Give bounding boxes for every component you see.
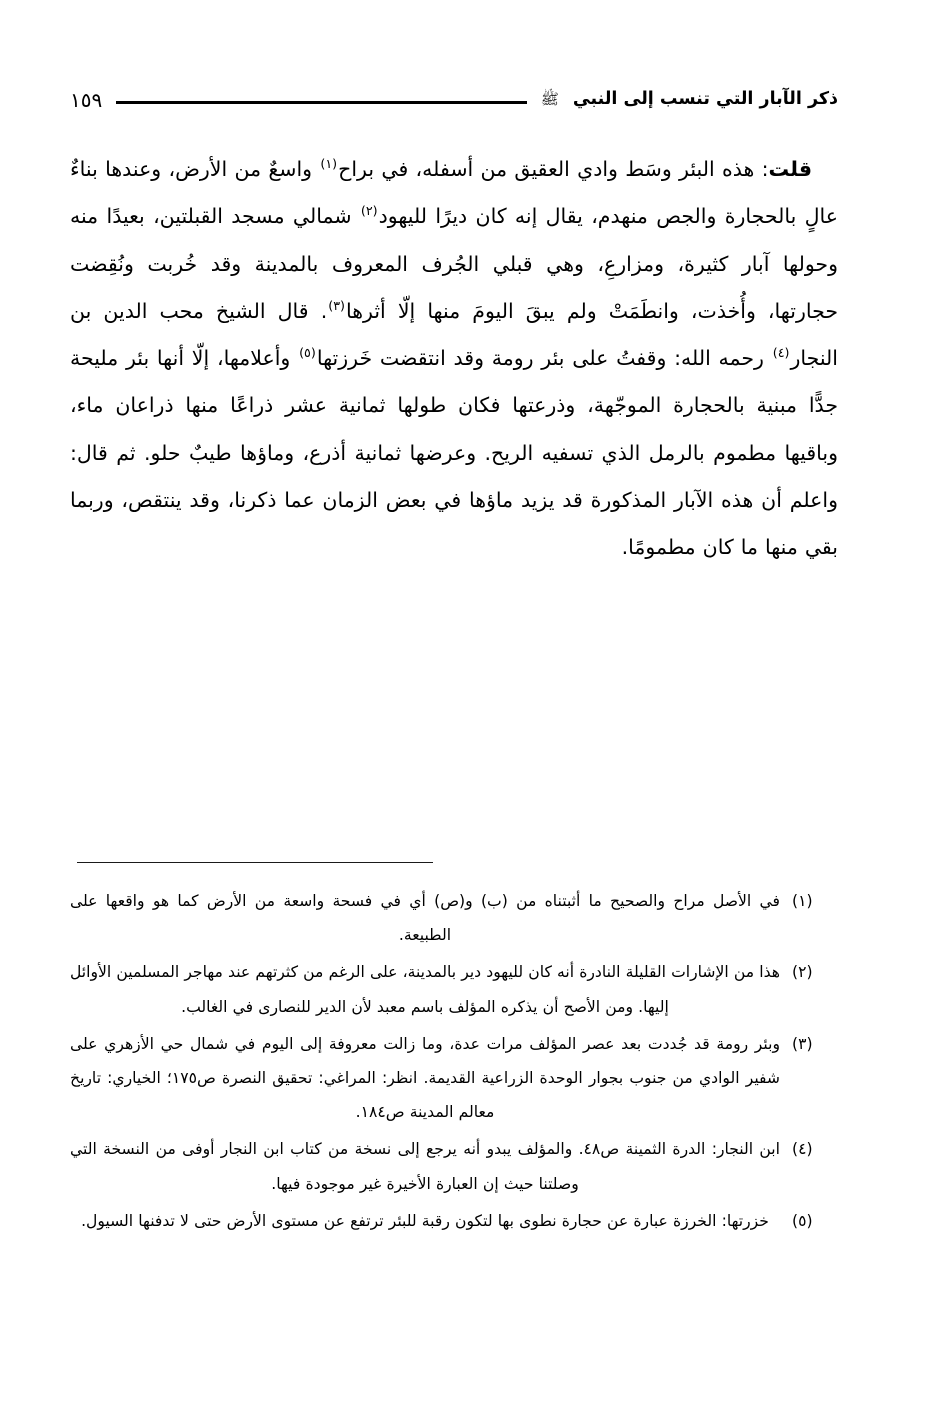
footnote-marker: (٣) (792, 1034, 813, 1053)
body-segment-4: . قال الشيخ محب الدين بن النجار (70, 298, 838, 371)
body-segment-3: شمالي مسجد القبلتين، بعيدًا منه وحولها آبار كثيرة، ومزارعِ، وهي قبلي الجُرف المعروف بالمدينة وقد خُربت ونُقِضت حجارتها، وأُخذت، وانطَمَتْ ولم يبقَ اليومَ منها إلّا أثرها (70, 204, 838, 323)
footnote-marker: (٥) (792, 1211, 813, 1230)
body-segment-5: رحمه الله: وقفتُ على بئر رومة وقد انتقضت خَرزتها (316, 346, 772, 371)
main-text-block (70, 146, 838, 572)
footnote-item (70, 1027, 838, 1130)
running-header (70, 78, 838, 122)
footnote-item (70, 955, 838, 1023)
footnote-separator (77, 862, 433, 863)
footnote-ref-2[interactable]: (٢) (360, 203, 378, 219)
body-paragraph (70, 146, 838, 572)
footnote-text: في الأصل مراح والصحيح ما أثبتناه من (ب) و(ص) أي في فسحة واسعة من الأرض كما هو واقعها على الطبيعة. (70, 892, 780, 945)
footnote-ref-4[interactable]: (٤) (772, 345, 790, 361)
footnote-marker: (٤) (792, 1140, 813, 1159)
footnote-ref-3[interactable]: (٣) (328, 298, 345, 314)
footnote-text: خزرتها: الخرزة عبارة عن حجارة نطوى بها لتكون رقبة للبئر ترتفع عن مستوى الأرض حتى لا تدفنها السيول. (81, 1211, 769, 1230)
body-segment-1: : هذه البئر وسَط وادي العقيق من أسفله، في براح (338, 157, 769, 181)
page-number: ١٥٩ (70, 88, 103, 112)
footnote-item (70, 1132, 838, 1200)
lead-word: قلت (768, 157, 812, 181)
footnote-text: ابن النجار: الدرة الثمينة ص٤٨. والمؤلف يبدو أنه يرجع إلى نسخة من كتاب ابن النجار أوفى من النسخة التي وصلتنا حيث إن العبارة الأخيرة غير موجودة فيها. (70, 1140, 780, 1193)
salawat-icon: ﷺ (540, 90, 559, 108)
running-header-title: ذكر الآبار التي تنسب إلى النبي (572, 89, 838, 110)
body-segment-2: واسعٌ من الأرض، وعندها بناءٌ عالٍ بالحجارة والجص منهدم، يقال إنه كان ديرًا لليهود (70, 157, 839, 229)
footnotes-block (70, 884, 838, 1241)
footnote-ref-1[interactable]: (١) (320, 156, 338, 172)
footnote-text: وبئر رومة قد جُددت بعد عصر المؤلف مرات عدة، وما زالت معروفة إلى اليوم في شمال حي الأزهري على شفير الوادي من جنوب بجوار الوحدة الزراعية القديمة. انظر: المراغي: تحقيق النصرة ص١٧٥؛ الخياري: تاريخ معالم المدينة ص١٨٤. (70, 1034, 780, 1122)
footnote-ref-5[interactable]: (٥) (299, 345, 316, 361)
footnote-marker: (١) (792, 892, 813, 910)
footnote-marker: (٢) (792, 963, 813, 982)
header-rule (116, 101, 526, 104)
footnote-item (70, 884, 838, 952)
body-segment-6: وأعلامها، إلّا أنها بئر مليحة جدًّا مبنية بالحجارة الموجّهة، وذرعتها فكان طولها ثمانية عشر ذراعًا منها ذراعان ماء، وباقيها مطموم بالرمل الذي تسفيه الريح. وعرضها ثمانية أذرع، وماؤها طيبٌ حلو. ثم قال: واعلم أن هذه الآبار المذكورة قد يزيد ماؤها في بعض الزمان عما ذكرنا، وقد ينتقص، وربما بقي منها ما كان مطمومًا. (70, 346, 838, 560)
footnote-text: هذا من الإشارات القليلة النادرة أنه كان لليهود دير بالمدينة، على الرغم من كثرتهم عند مهاجر المسلمين الأوائل إليها. ومن الأصح أن يذكره المؤلف باسم معبد لأن الدير للنصارى في الغالب. (70, 963, 780, 1016)
footnote-item (70, 1204, 838, 1238)
